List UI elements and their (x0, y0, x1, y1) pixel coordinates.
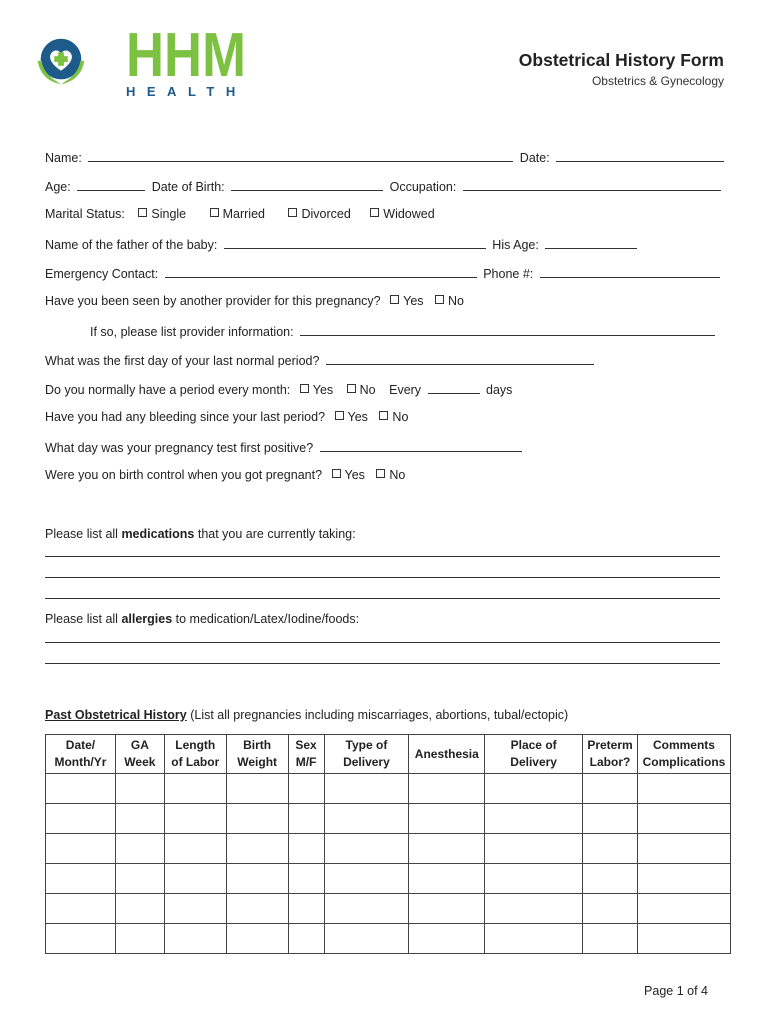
medications-prompt: Please list all medications that you are currently taking: (45, 527, 356, 541)
history-cell[interactable] (115, 894, 164, 924)
history-cell[interactable] (485, 894, 583, 924)
history-cell[interactable] (164, 834, 226, 864)
his-age-label: His Age: (492, 238, 539, 252)
medications-line-3[interactable] (45, 598, 720, 599)
birth-control-line (45, 468, 405, 482)
history-cell[interactable] (409, 924, 485, 954)
period-days-field[interactable] (428, 381, 480, 394)
age-label: Age: (45, 180, 71, 194)
name-date-line (45, 149, 727, 165)
bleeding-line (45, 410, 408, 424)
father-field[interactable] (224, 236, 486, 249)
history-header-row (46, 735, 731, 774)
allergies-line-1[interactable] (45, 642, 720, 643)
history-row (46, 804, 731, 834)
lmp-field[interactable] (326, 352, 594, 365)
history-cell[interactable] (637, 804, 730, 834)
history-cell[interactable] (583, 774, 638, 804)
marital-status-line (45, 207, 435, 221)
history-cell[interactable] (485, 924, 583, 954)
every-label: Every (389, 383, 422, 397)
history-row (46, 774, 731, 804)
history-row (46, 834, 731, 864)
period-line (45, 381, 512, 397)
provider-info-field[interactable] (300, 323, 715, 336)
bleeding-question: Have you had any bleeding since your last period? (45, 410, 326, 424)
emergency-label: Emergency Contact: (45, 267, 159, 281)
history-column-header: Sex M/F (288, 735, 324, 774)
checkbox-icon[interactable] (347, 384, 356, 393)
history-column-header: Anesthesia (409, 735, 485, 774)
history-cell[interactable] (164, 894, 226, 924)
bleeding-yes[interactable]: Yes (335, 410, 368, 424)
checkbox-icon[interactable] (435, 295, 444, 304)
history-cell[interactable] (226, 894, 288, 924)
history-title: Past Obstetrical History (45, 708, 187, 722)
checkbox-icon[interactable] (288, 208, 297, 217)
page-number: Page 1 of 4 (644, 984, 708, 998)
history-cell[interactable] (409, 834, 485, 864)
history-cell[interactable] (637, 894, 730, 924)
dob-label: Date of Birth: (151, 180, 225, 194)
history-column-header: Date/ Month/Yr (46, 735, 116, 774)
checkbox-icon[interactable] (379, 411, 388, 420)
history-cell[interactable] (485, 804, 583, 834)
history-column-header: Preterm Labor? (583, 735, 638, 774)
lmp-line (45, 352, 597, 368)
occupation-field[interactable] (463, 178, 721, 191)
date-label: Date: (519, 151, 550, 165)
marital-option-single[interactable]: Single (138, 207, 186, 221)
other-provider-yes[interactable]: Yes (390, 294, 423, 308)
checkbox-icon[interactable] (376, 469, 385, 478)
history-cell[interactable] (409, 864, 485, 894)
pregnancy-test-field[interactable] (320, 439, 522, 452)
history-row (46, 864, 731, 894)
other-provider-no[interactable]: No (435, 294, 464, 308)
history-cell[interactable] (226, 774, 288, 804)
history-cell[interactable] (115, 834, 164, 864)
history-column-header: Birth Weight (226, 735, 288, 774)
history-cell[interactable] (485, 834, 583, 864)
other-provider-question: Have you been seen by another provider for this pregnancy? (45, 294, 381, 308)
his-age-field[interactable] (545, 236, 637, 249)
other-provider-line (45, 294, 464, 308)
history-cell[interactable] (288, 804, 324, 834)
history-table (45, 734, 731, 954)
period-yes[interactable]: Yes (300, 383, 333, 397)
logo-subtext: HEALTH (126, 84, 247, 99)
history-cell[interactable] (164, 774, 226, 804)
history-cell[interactable] (226, 924, 288, 954)
hhm-wordmark (126, 24, 246, 80)
history-cell[interactable] (324, 774, 409, 804)
history-cell[interactable] (115, 864, 164, 894)
date-field[interactable] (556, 149, 724, 162)
history-cell[interactable] (288, 894, 324, 924)
history-cell[interactable] (583, 924, 638, 954)
checkbox-icon[interactable] (138, 208, 147, 217)
lmp-question: What was the first day of your last normal period? (45, 354, 320, 368)
period-no[interactable]: No (347, 383, 376, 397)
history-cell[interactable] (288, 774, 324, 804)
history-cell[interactable] (46, 894, 116, 924)
period-question: Do you normally have a period every month: (45, 383, 291, 397)
history-column-header: Type of Delivery (324, 735, 409, 774)
name-label: Name: (45, 151, 82, 165)
history-row (46, 924, 731, 954)
history-cell[interactable] (115, 804, 164, 834)
provider-info-line (90, 323, 718, 339)
history-cell[interactable] (115, 774, 164, 804)
history-cell[interactable] (164, 924, 226, 954)
history-cell[interactable] (637, 774, 730, 804)
history-column-header: GA Week (115, 735, 164, 774)
logo-text: HHM (126, 24, 246, 80)
allergies-line-2[interactable] (45, 663, 720, 664)
history-cell[interactable] (226, 804, 288, 834)
history-note: (List all pregnancies including miscarriages, abortions, tubal/ectopic) (190, 708, 569, 722)
medications-line-1[interactable] (45, 556, 720, 557)
marital-label: Marital Status: (45, 207, 125, 221)
father-label: Name of the father of the baby: (45, 238, 218, 252)
allergies-bold: allergies (121, 612, 173, 626)
history-cell[interactable] (288, 834, 324, 864)
history-cell[interactable] (637, 834, 730, 864)
history-cell[interactable] (583, 804, 638, 834)
pregnancy-test-line (45, 439, 525, 455)
phone-field[interactable] (540, 265, 720, 278)
form-subtitle: Obstetrics & Gynecology (591, 74, 724, 88)
history-cell[interactable] (288, 924, 324, 954)
checkbox-icon[interactable] (210, 208, 219, 217)
history-cell[interactable] (226, 864, 288, 894)
birth-control-yes[interactable]: Yes (332, 468, 365, 482)
history-cell[interactable] (46, 864, 116, 894)
hhm-health-logo (28, 24, 247, 102)
birth-control-no[interactable]: No (376, 468, 405, 482)
history-cell[interactable] (164, 864, 226, 894)
history-cell[interactable] (226, 834, 288, 864)
emergency-line (45, 265, 723, 281)
history-cell[interactable] (324, 894, 409, 924)
history-cell[interactable] (583, 864, 638, 894)
history-cell[interactable] (409, 894, 485, 924)
history-cell[interactable] (324, 924, 409, 954)
marital-option-divorced[interactable]: Divorced (288, 207, 350, 221)
checkbox-icon[interactable] (370, 208, 379, 217)
phone-label: Phone #: (483, 267, 534, 281)
marital-option-married[interactable]: Married (210, 207, 265, 221)
history-cell[interactable] (583, 894, 638, 924)
father-line (45, 236, 640, 252)
history-cell[interactable] (115, 924, 164, 954)
history-cell[interactable] (324, 804, 409, 834)
history-cell[interactable] (637, 924, 730, 954)
history-column-header: Comments Complications (637, 735, 730, 774)
history-row (46, 894, 731, 924)
emergency-field[interactable] (165, 265, 477, 278)
history-cell[interactable] (46, 924, 116, 954)
history-cell[interactable] (583, 834, 638, 864)
history-cell[interactable] (485, 864, 583, 894)
bleeding-no[interactable]: No (379, 410, 408, 424)
provider-info-label: If so, please list provider information: (90, 325, 294, 339)
history-cell[interactable] (409, 804, 485, 834)
history-cell[interactable] (164, 804, 226, 834)
medications-bold: medications (121, 527, 195, 541)
history-cell[interactable] (288, 864, 324, 894)
pregnancy-test-question: What day was your pregnancy test first positive? (45, 441, 314, 455)
allergies-prompt: Please list all allergies to medication/Latex/Iodine/foods: (45, 612, 360, 626)
dob-field[interactable] (231, 178, 383, 191)
checkbox-icon[interactable] (390, 295, 399, 304)
age-field[interactable] (77, 178, 145, 191)
form-title: Obstetrical History Form (518, 50, 724, 70)
history-cell[interactable] (409, 774, 485, 804)
history-column-header: Place of Delivery (485, 735, 583, 774)
occupation-label: Occupation: (389, 180, 457, 194)
checkbox-icon[interactable] (335, 411, 344, 420)
history-heading (45, 708, 568, 722)
medications-line-2[interactable] (45, 577, 720, 578)
birth-control-question: Were you on birth control when you got pregnant? (45, 468, 323, 482)
history-cell[interactable] (324, 834, 409, 864)
heart-hands-cross-icon (32, 32, 90, 90)
marital-option-widowed[interactable]: Widowed (370, 207, 434, 221)
history-cell[interactable] (324, 864, 409, 894)
days-label: days (486, 383, 513, 397)
history-cell[interactable] (637, 864, 730, 894)
history-cell[interactable] (485, 774, 583, 804)
history-cell[interactable] (46, 804, 116, 834)
history-column-header: Length of Labor (164, 735, 226, 774)
history-cell[interactable] (46, 774, 116, 804)
name-field[interactable] (88, 149, 513, 162)
age-dob-occupation-line (45, 178, 724, 194)
history-cell[interactable] (46, 834, 116, 864)
checkbox-icon[interactable] (300, 384, 309, 393)
checkbox-icon[interactable] (332, 469, 341, 478)
